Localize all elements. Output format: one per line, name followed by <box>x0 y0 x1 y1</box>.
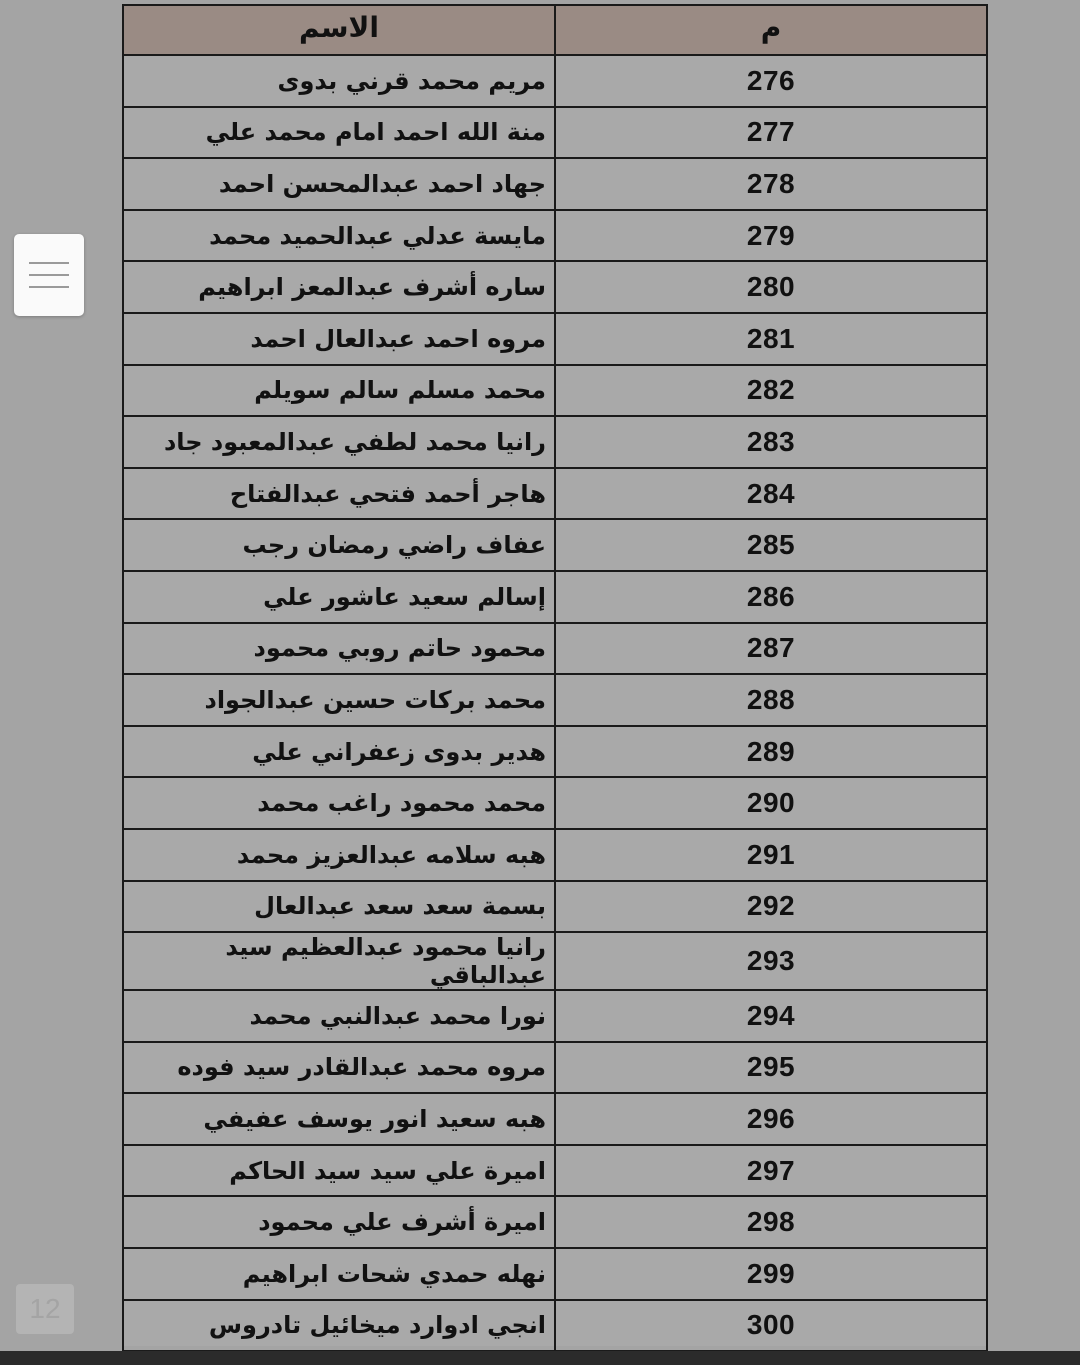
table-row <box>123 1248 987 1300</box>
row-name: إسالم سعيد عاشور علي <box>123 571 555 623</box>
row-name: رانيا محمد لطفي عبدالمعبود جاد <box>123 416 555 468</box>
row-number: 288 <box>555 674 987 726</box>
row-name: انجي ادوارد ميخائيل تادروس <box>123 1300 555 1352</box>
table-row <box>123 674 987 726</box>
row-name: منة الله احمد امام محمد علي <box>123 107 555 159</box>
row-number: 297 <box>555 1145 987 1197</box>
table-header-row <box>123 5 987 55</box>
row-name: محمود حاتم روبي محمود <box>123 623 555 675</box>
table-row <box>123 571 987 623</box>
row-name: محمد مسلم سالم سويلم <box>123 365 555 417</box>
row-name: ساره أشرف عبدالمعز ابراهيم <box>123 261 555 313</box>
table-row <box>123 1093 987 1145</box>
menu-bar <box>29 286 69 288</box>
table-row <box>123 519 987 571</box>
row-name: محمد بركات حسين عبدالجواد <box>123 674 555 726</box>
table-row <box>123 1042 987 1094</box>
table-row <box>123 1300 987 1352</box>
row-name: مايسة عدلي عبدالحميد محمد <box>123 210 555 262</box>
row-number: 291 <box>555 829 987 881</box>
table-row <box>123 726 987 778</box>
row-name: بسمة سعد سعد عبدالعال <box>123 881 555 933</box>
page-number-badge: 12 <box>16 1284 74 1334</box>
row-name: رانيا محمود عبدالعظيم سيد عبدالباقي <box>123 932 555 990</box>
row-name: نهله حمدي شحات ابراهيم <box>123 1248 555 1300</box>
table-row <box>123 468 987 520</box>
row-number: 289 <box>555 726 987 778</box>
row-number: 298 <box>555 1196 987 1248</box>
table-body <box>123 55 987 1351</box>
table-row <box>123 881 987 933</box>
row-number: 284 <box>555 468 987 520</box>
row-number: 292 <box>555 881 987 933</box>
column-header-number: م <box>555 5 987 55</box>
table-row <box>123 313 987 365</box>
row-name: جهاد احمد عبدالمحسن احمد <box>123 158 555 210</box>
row-name: مريم محمد قرني بدوى <box>123 55 555 107</box>
row-number: 293 <box>555 932 987 990</box>
row-number: 287 <box>555 623 987 675</box>
row-number: 279 <box>555 210 987 262</box>
row-number: 276 <box>555 55 987 107</box>
table-row <box>123 55 987 107</box>
row-number: 285 <box>555 519 987 571</box>
table-row <box>123 210 987 262</box>
row-number: 295 <box>555 1042 987 1094</box>
menu-bar <box>29 262 69 264</box>
menu-bar <box>29 274 69 276</box>
table-row <box>123 416 987 468</box>
row-number: 290 <box>555 777 987 829</box>
row-number: 283 <box>555 416 987 468</box>
table-row <box>123 990 987 1042</box>
table-row <box>123 1145 987 1197</box>
row-name: هدير بدوى زعفراني علي <box>123 726 555 778</box>
row-number: 280 <box>555 261 987 313</box>
row-number: 278 <box>555 158 987 210</box>
row-number: 282 <box>555 365 987 417</box>
row-name: اميرة أشرف علي محمود <box>123 1196 555 1248</box>
table-row <box>123 932 987 990</box>
table-row <box>123 777 987 829</box>
row-number: 299 <box>555 1248 987 1300</box>
row-name: مروه محمد عبدالقادر سيد فوده <box>123 1042 555 1094</box>
row-name: نورا محمد عبدالنبي محمد <box>123 990 555 1042</box>
row-name: هاجر أحمد فتحي عبدالفتاح <box>123 468 555 520</box>
row-number: 277 <box>555 107 987 159</box>
row-number: 286 <box>555 571 987 623</box>
row-number: 294 <box>555 990 987 1042</box>
table-row <box>123 107 987 159</box>
table-row <box>123 261 987 313</box>
table-row <box>123 829 987 881</box>
table-row <box>123 623 987 675</box>
row-name: اميرة علي سيد سيد الحاكم <box>123 1145 555 1197</box>
row-number: 296 <box>555 1093 987 1145</box>
names-table <box>122 4 988 1352</box>
row-number: 300 <box>555 1300 987 1352</box>
row-number: 281 <box>555 313 987 365</box>
row-name: عفاف راضي رمضان رجب <box>123 519 555 571</box>
row-name: محمد محمود راغب محمد <box>123 777 555 829</box>
column-header-name: الاسم <box>123 5 555 55</box>
table-row <box>123 1196 987 1248</box>
row-name: مروه احمد عبدالعال احمد <box>123 313 555 365</box>
table-row <box>123 158 987 210</box>
document-page <box>122 4 988 1346</box>
hamburger-menu-icon[interactable] <box>14 234 84 316</box>
table-row <box>123 365 987 417</box>
bottom-bar <box>0 1351 1080 1365</box>
row-name: هبه سلامه عبدالعزيز محمد <box>123 829 555 881</box>
row-name: هبه سعيد انور يوسف عفيفي <box>123 1093 555 1145</box>
